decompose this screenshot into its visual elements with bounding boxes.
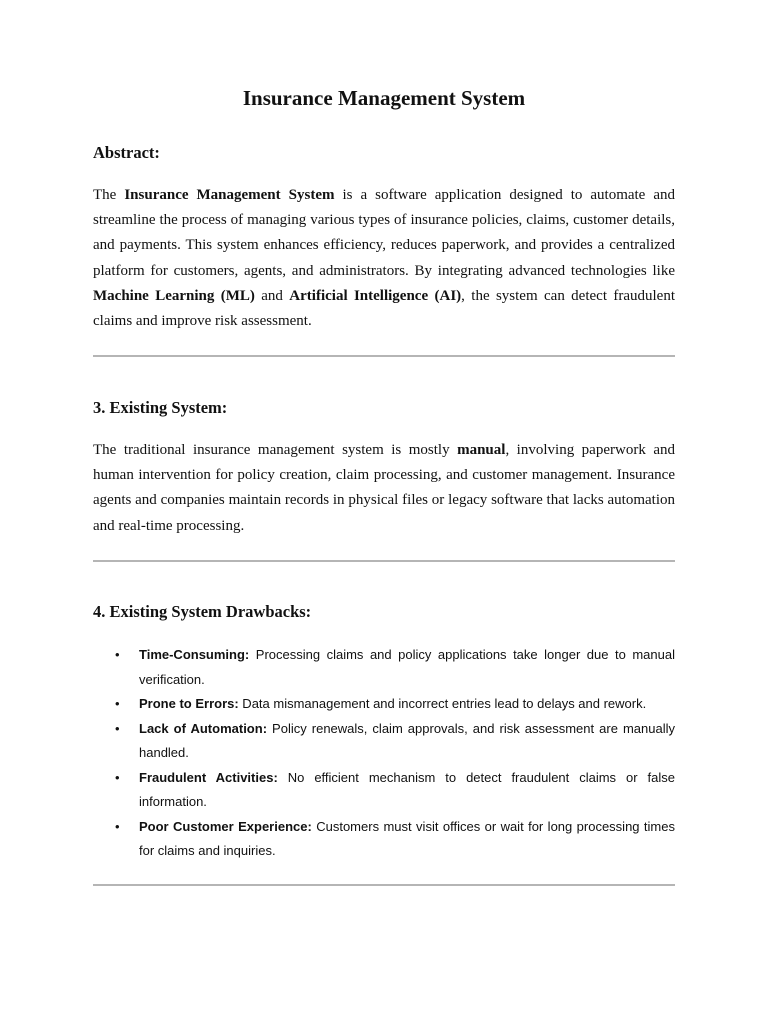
drawbacks-heading: 4. Existing System Drawbacks: <box>93 602 312 621</box>
drawback-text: Policy renewals, claim approvals, and risk assessment are manually handled. <box>139 720 676 760</box>
bullet-icon: • <box>115 769 120 785</box>
existing-text-2: , involving paperwork and human intervention for policy creation, claim processing, and customer management. Insurance agents and companies maintain records in physical files or legacy software that lacks automation and real-time processing. <box>93 442 675 534</box>
drawback-term: Fraudulent Activities: <box>139 769 278 785</box>
list-item <box>93 643 675 692</box>
abstract-heading: Abstract: <box>93 143 160 162</box>
section-divider <box>93 355 675 357</box>
abstract-text-1: The <box>93 187 125 203</box>
abstract-text-4: , the system can detect fraudulent claims and improve risk assessment. <box>93 287 675 330</box>
abstract-text-2: is a software application designed to automate and streamline the process of managing various types of insurance policies, claims, customer details, and payments. This system enhances efficiency, reduces paperwork, and provides a centralized platform for customers, agents, and administrators. By integrating advanced technologies like <box>93 187 675 279</box>
drawback-term: Prone to Errors: <box>139 696 239 711</box>
section-divider <box>93 560 675 562</box>
bullet-icon: • <box>115 647 120 662</box>
bullet-icon: • <box>115 818 120 834</box>
list-item <box>93 815 675 864</box>
list-item <box>93 766 675 815</box>
drawback-text: Data mismanagement and incorrect entries lead to delays and rework. <box>238 696 647 711</box>
drawback-text: No efficient mechanism to detect fraudulent claims or false information. <box>139 769 675 809</box>
existing-bold-1: manual <box>457 442 506 458</box>
list-item <box>93 717 675 766</box>
existing-system-heading: 3. Existing System: <box>93 398 228 417</box>
abstract-bold-3: Artificial Intelligence (AI) <box>289 287 462 304</box>
abstract-text-3: and <box>254 287 290 304</box>
drawback-term: Lack of Automation: <box>139 720 268 736</box>
abstract-bold-1: Insurance Management System <box>124 187 335 203</box>
drawback-text: Processing claims and policy applications take longer due to manual verification. <box>139 647 675 687</box>
abstract-paragraph <box>93 183 675 334</box>
abstract-bold-2: Machine Learning (ML) <box>93 287 255 304</box>
section-divider <box>93 884 675 886</box>
existing-text-1: The traditional insurance management system is mostly <box>93 442 458 458</box>
drawback-term: Time-Consuming: <box>139 647 250 662</box>
bullet-icon: • <box>115 696 120 711</box>
drawback-term: Poor Customer Experience: <box>139 818 312 834</box>
drawback-text: Customers must visit offices or wait for long processing times for claims and inquiries. <box>139 818 675 858</box>
drawbacks-list <box>93 643 675 864</box>
page-title: Insurance Management System <box>242 86 526 110</box>
bullet-icon: • <box>115 720 120 736</box>
list-item <box>93 692 675 717</box>
existing-system-paragraph <box>93 438 675 539</box>
